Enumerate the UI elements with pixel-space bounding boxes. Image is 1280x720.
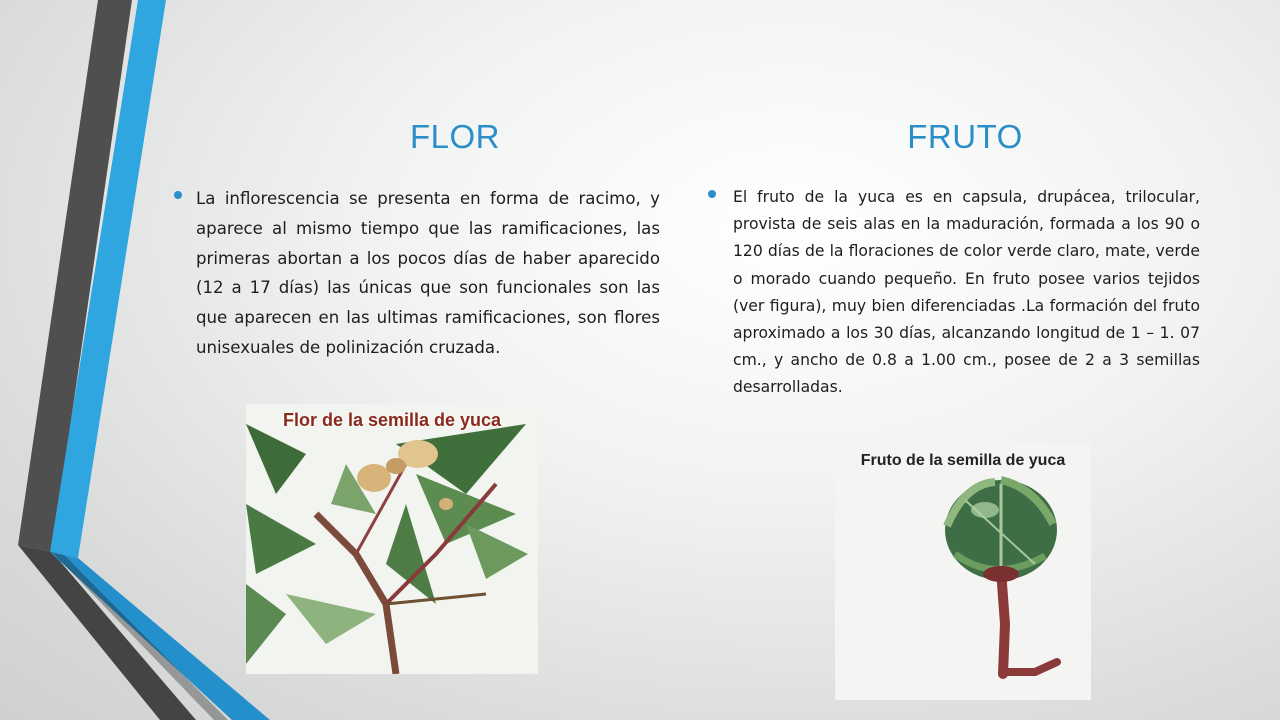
flor-bullet-icon	[174, 191, 182, 199]
fruto-bullet-icon	[708, 190, 716, 198]
cassava-fruit-illustration	[835, 444, 1091, 700]
flower-bud	[386, 458, 406, 474]
fruto-paragraph: El fruto de la yuca es en capsula, drupácea, trilocular, provista de seis alas en la maduración, formada a los 90 o 120 días de la floraciones de color verde claro, mate, verde o morado cuando pequeño. En fruto posee varios tejidos (ver figura), muy bien diferenciadas .La formación del fruto aproximado a los 30 días, alcanzando longitud de 1 – 1. 07 cm., y ancho de 0.8 a 1.00 cm., posee de 2 a 3 semillas desarrolladas.	[733, 188, 1200, 397]
flower-bud	[439, 498, 453, 510]
fruto-photo	[835, 444, 1091, 700]
flower-bud	[357, 464, 391, 492]
flor-paragraph: La inflorescencia se presenta en forma de racimo, y aparece al mismo tiempo que las ramificaciones, las primeras abortan a los pocos días de haber aparecido (12 a 17 días) las únicas que son funcionales son las que aparecen en las ultimas ramificaciones, son flores unisexuales de polinización cruzada.	[196, 189, 660, 357]
fruit-base	[983, 566, 1019, 582]
flor-photo	[246, 404, 538, 674]
flor-heading: FLOR	[409, 118, 500, 155]
fruto-photo-caption: Fruto de la semilla de yuca	[860, 452, 1066, 469]
fruit-highlight	[971, 502, 999, 518]
dark-stripe-lower	[18, 545, 196, 720]
flor-photo-caption: Flor de la semilla de yuca	[282, 410, 502, 430]
fruit-stalk	[1001, 570, 1005, 674]
cassava-flower-illustration	[246, 404, 538, 674]
fruto-heading: FRUTO	[907, 118, 1023, 155]
